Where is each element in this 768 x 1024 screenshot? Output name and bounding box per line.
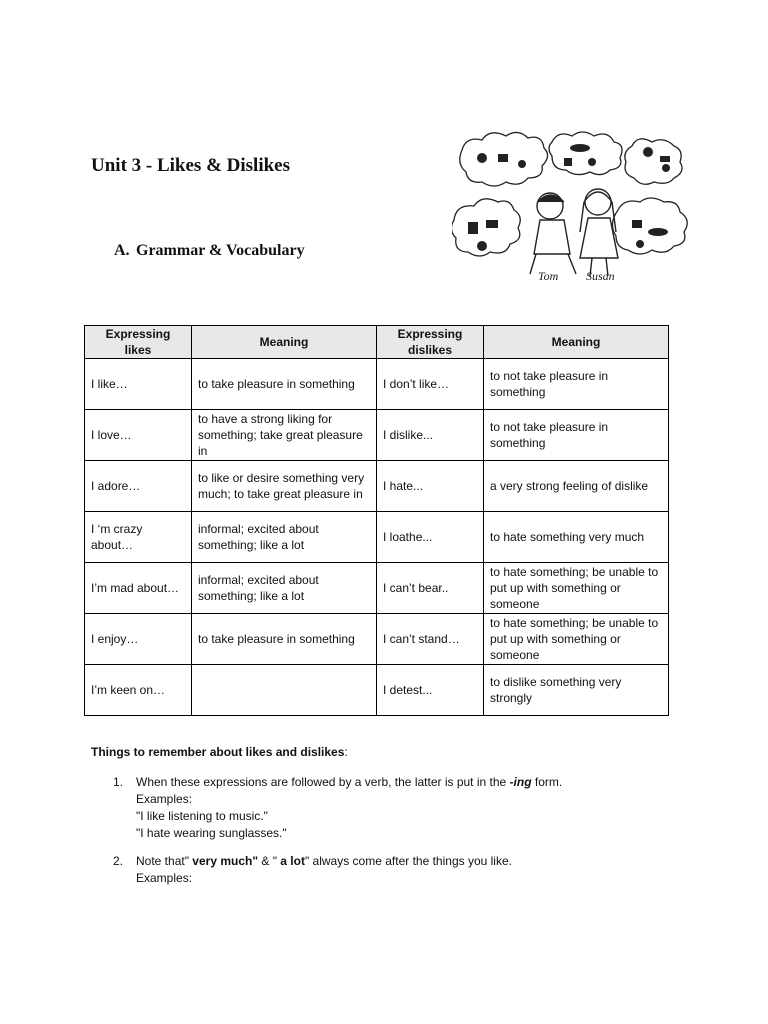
example-sentence: "I like listening to music." [136,809,268,823]
note-bold-very-much: very much" [192,854,259,868]
like-meaning: to like or desire something very much; to take great pleasure in [192,461,377,512]
table-row [85,461,669,512]
table-row [85,665,669,716]
like-expression: I’m mad about… [85,563,192,614]
list-marker: 1. [113,775,124,789]
section-title: Grammar & Vocabulary [136,242,305,259]
like-meaning: to take pleasure in something [192,359,377,410]
like-expression: I like… [85,359,192,410]
list-item [91,853,691,887]
example-sentence: "I hate wearing sunglasses." [136,826,287,840]
like-meaning: informal; excited about something; like a lot [192,512,377,563]
like-expression: I ‘m crazy about… [85,512,192,563]
note-text-part: Note that" [136,854,193,868]
dislike-expression: I hate... [377,461,484,512]
remember-heading-text: Things to remember about likes and dislikes [91,745,345,759]
dislike-meaning: to hate something very much [484,512,669,563]
dislike-expression: I dislike... [377,410,484,461]
dislike-meaning: to hate something; be unable to put up with something or someone [484,563,669,614]
note-bold-a-lot: a lot [280,854,305,868]
note-text-part: " always come after the things you like. [304,854,512,868]
column-header-expressing-dislikes: Expressing dislikes [377,326,484,359]
section-number: A. [114,242,130,259]
caption-tom: Tom [538,269,559,283]
like-expression: I’m keen on… [85,665,192,716]
note-text-end: form. [531,775,563,789]
table-header-row [85,326,669,359]
dislike-expression: I don’t like… [377,359,484,410]
note-text [136,854,512,868]
like-expression: I love… [85,410,192,461]
dislike-expression: I loathe... [377,512,484,563]
like-meaning [192,665,377,716]
dislike-meaning: to dislike something very strongly [484,665,669,716]
notes-list [91,774,691,898]
table-row [85,410,669,461]
remember-heading-colon: : [344,745,348,759]
dislike-meaning: to hate something; be unable to put up with something or someone [484,614,669,665]
likes-dislikes-table [84,325,669,716]
section-heading [114,242,305,260]
column-header-expressing-likes: Expressing likes [85,326,192,359]
dislike-expression: I can’t bear.. [377,563,484,614]
note-emphasis: -ing [509,775,532,789]
like-meaning: informal; excited about something; like a lot [192,563,377,614]
note-text-start: When these expressions are followed by a verb, the latter is put in the [136,775,510,789]
like-expression: I enjoy… [85,614,192,665]
dislike-meaning: a very strong feeling of dislike [484,461,669,512]
dislike-expression: I detest... [377,665,484,716]
list-marker: 2. [113,854,124,868]
like-meaning: to have a strong liking for something; take great pleasure in [192,410,377,461]
like-expression: I adore… [85,461,192,512]
table-row [85,512,669,563]
dislike-expression: I can’t stand… [377,614,484,665]
note-text [136,775,562,789]
page-title: Unit 3 - Likes & Dislikes [91,155,290,176]
column-header-meaning-likes: Meaning [192,326,377,359]
table-row [85,563,669,614]
remember-heading [91,744,348,761]
note-text-part: & " [258,854,281,868]
likes-dislikes-illustration [452,128,702,293]
dislike-meaning: to not take pleasure in something [484,359,669,410]
caption-susan: Susan [586,269,615,283]
list-item [91,774,691,842]
table-row [85,614,669,665]
dislike-meaning: to not take pleasure in something [484,410,669,461]
like-meaning: to take pleasure in something [192,614,377,665]
column-header-meaning-dislikes: Meaning [484,326,669,359]
examples-label: Examples: [136,871,193,885]
table-row [85,359,669,410]
examples-label: Examples: [136,792,193,806]
